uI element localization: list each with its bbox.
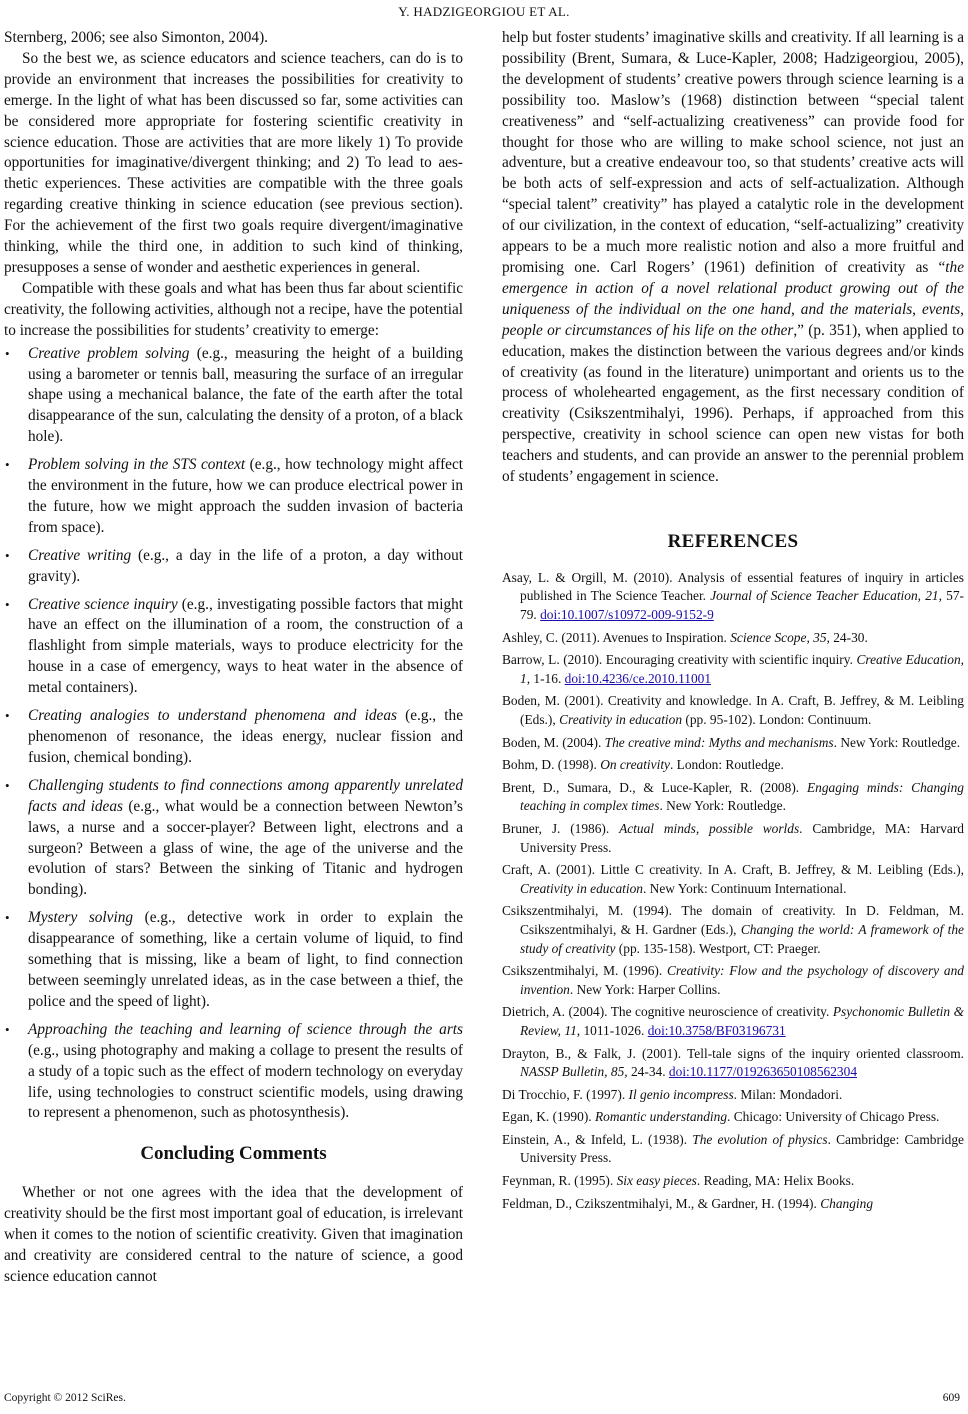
reference-item bbox=[502, 569, 964, 625]
reference-text: Boden, M. (2004). bbox=[502, 734, 605, 750]
reference-source: Creativity in education bbox=[520, 880, 643, 896]
reference-item bbox=[502, 820, 964, 857]
activity-title: Approaching the teaching and learning of science through the arts bbox=[28, 1020, 463, 1038]
reference-source: The creative mind: Myths and mechanisms bbox=[604, 734, 834, 750]
activity-title: Problem solving in the STS context bbox=[28, 456, 246, 474]
reference-text: Drayton, B., & Falk, J. (2001). Tell-tale signs of the inquiry oriented classroom. bbox=[502, 1045, 964, 1061]
reference-item bbox=[502, 779, 964, 816]
reference-text: (pp. 95-102). London: Continuum. bbox=[682, 712, 872, 727]
doi-link[interactable]: doi:10.3758/BF03196731 bbox=[647, 1022, 786, 1038]
reference-source: Creative Education, 1, bbox=[520, 652, 964, 686]
section-title: Concluding Comments bbox=[140, 1143, 327, 1165]
left-column bbox=[4, 28, 463, 1288]
reference-source: Creativity in education bbox=[559, 712, 683, 727]
activity-text: (e.g., what would be a connection between Newton’s laws, a nurse and a soccer-player? Between light, electrons and a surgeon? Between a glass of wine, the age of the universe and the evolution of stars? Between the sinking of Titanic and hydrogen bonding). bbox=[28, 797, 463, 899]
list-item bbox=[4, 546, 463, 588]
reference-text: . Cambridge, MA: Harvard University Press. bbox=[520, 820, 964, 855]
reference-text: (pp. 135-158). Westport, CT: Praeger. bbox=[615, 940, 821, 956]
reference-source: NASSP Bulletin, 85, bbox=[520, 1064, 628, 1080]
list-item bbox=[4, 1020, 463, 1125]
reference-item bbox=[502, 692, 964, 729]
reference-item bbox=[502, 734, 964, 753]
activity-text: (e.g., a day in the life of a proton, a day without gravity). bbox=[28, 546, 463, 585]
activity-title: Challenging students to find connections among apparently unrelated facts and ideas bbox=[28, 776, 463, 815]
reference-list bbox=[502, 569, 964, 1213]
doi-link[interactable]: doi:10.4236/ce.2010.11001 bbox=[564, 670, 712, 686]
reference-text: Feldman, D., Czikszentmihalyi, M., & Gardner, H. (1994). bbox=[502, 1195, 821, 1211]
reference-source: On creativity bbox=[600, 757, 670, 773]
bullet-icon: • bbox=[5, 457, 10, 473]
bullet-icon: • bbox=[5, 1021, 10, 1037]
bullet-icon: • bbox=[5, 910, 10, 926]
reference-source: Actual minds, possible worlds bbox=[619, 820, 800, 836]
reference-item bbox=[502, 1045, 964, 1082]
reference-text: . Chicago: University of Chicago Press. bbox=[727, 1109, 940, 1125]
reference-source: Journal of Science Teacher Education, 21, bbox=[710, 588, 942, 604]
reference-source: Creativity: Flow and the psychology of discovery and invention bbox=[520, 963, 964, 997]
reference-item bbox=[502, 1086, 964, 1105]
reference-text: Egan, K. (1990). bbox=[502, 1109, 595, 1125]
paragraph: Whether or not one agrees with the idea that the development of creativity should be the first most important goal of education, is irrelevant when it comes to the notion of scientific creativity. Given that imagination and creativity are considered central to the nature of science, a good science education cannot bbox=[4, 1184, 463, 1285]
reference-text: . Reading, MA: Helix Books. bbox=[696, 1173, 855, 1189]
list-item bbox=[4, 776, 463, 901]
reference-item bbox=[502, 629, 964, 648]
activity-title: Mystery solving bbox=[28, 909, 134, 927]
reference-source: Science Scope, 35, bbox=[730, 629, 830, 645]
reference-item bbox=[502, 1131, 964, 1168]
list-item bbox=[4, 595, 463, 700]
paragraph: Sternberg, 2006; see also Simonton, 2004). bbox=[4, 29, 268, 46]
reference-item bbox=[502, 861, 964, 898]
reference-text: Csikszentmihalyi, M. (1994). The domain of creativity. In D. Feldman, M. Csikszentmihalyi, & H. Gardner (Eds.), bbox=[502, 903, 964, 937]
reference-item bbox=[502, 1195, 964, 1214]
reference-text: . New York: Continuum International. bbox=[642, 880, 847, 896]
reference-source: Psychonomic Bulletin & Review, 11, bbox=[520, 1004, 964, 1038]
reference-text: Di Trocchio, F. (1997). bbox=[502, 1086, 629, 1102]
reference-item bbox=[502, 1108, 964, 1127]
paragraph-text: ,” (p. 351), when applied to education, makes the distinction between the various degrees and/or kinds of creativity (as found in the literature) unimportant and orients us to the process of wholehearted engagement, as the first necessary condition of creativity (Csikszentmihalyi, 1996). Perhaps, if approached from this perspective, creativity in school science can open new vistas for both teachers and students, and can provide an answer to the perennial problem of students’ engagement in science. bbox=[502, 321, 964, 486]
reference-text: . New York: Routledge. bbox=[833, 734, 961, 750]
reference-text: . Milan: Mondadori. bbox=[733, 1086, 843, 1102]
activity-text: (e.g., the phenomenon of resonance, the ideas energy, nuclear fission and fusion, chemical bonding). bbox=[28, 707, 463, 766]
list-item bbox=[4, 908, 463, 1013]
copyright: Copyright © 2012 SciRes. bbox=[4, 1392, 126, 1404]
reference-text: Boden, M. (2001). Creativity and knowledge. In A. Craft, B. Jeffrey, & M. Leibling (Eds.), bbox=[502, 693, 964, 727]
reference-source: Changing bbox=[820, 1195, 874, 1211]
page-number: 609 bbox=[942, 1392, 960, 1404]
activity-text: (e.g., using photography and making a collage to present the results of a study of a topic such as the effect of modern technology on everyday life, using technologies to construct scientific models, using drawing to represent a phenomenon, such as photosynthesis). bbox=[28, 1041, 463, 1122]
activity-text: (e.g., detective work in order to explain the disappearance of something, like a certain volume of liquid, to find something that is missing, like a beam of light, to find connection between seemingly unrelated ideas, as in the case between a thief, the police and the speed of light). bbox=[28, 909, 463, 1010]
reference-item bbox=[502, 1003, 964, 1040]
reference-text: . New York: Harper Collins. bbox=[569, 981, 721, 997]
reference-text: . Cambridge: Cambridge University Press. bbox=[520, 1131, 964, 1166]
list-item bbox=[4, 344, 463, 449]
doi-link[interactable]: doi:10.1177/019263650108562304 bbox=[668, 1064, 858, 1080]
reference-text: . London: Routledge. bbox=[669, 757, 784, 773]
reference-text: 57-79. bbox=[520, 588, 964, 623]
activity-text: (e.g., investigating possible factors that might have an effect on the illumination of a room, the construction of a flashlight from simple materials, ways to produce electricity for the house in a case of emergency, ways to heat water in the absence of metal containers). bbox=[28, 595, 463, 697]
activity-title: Creating analogies to understand phenomena and ideas bbox=[28, 707, 397, 725]
reference-text: Brent, D., Sumara, D., & Luce-Kapler, R. (2008). bbox=[502, 779, 807, 795]
doi-link[interactable]: doi:10.1007/s10972-009-9152-9 bbox=[540, 607, 714, 623]
reference-item bbox=[502, 1172, 964, 1191]
reference-text: Csikszentmihalyi, M. (1996). bbox=[502, 963, 667, 979]
bullet-icon: • bbox=[5, 345, 10, 361]
bullet-icon: • bbox=[5, 547, 10, 563]
activity-title: Creative problem solving bbox=[28, 344, 190, 362]
reference-text: Feynman, R. (1995). bbox=[502, 1173, 617, 1189]
reference-source: The evolution of physics bbox=[692, 1131, 828, 1147]
reference-text: 1-16. bbox=[530, 670, 565, 686]
reference-source: Changing the world: A framework of the study of creativity bbox=[520, 921, 964, 956]
reference-text: Barrow, L. (2010). Encouraging creativity with scientific inquiry. bbox=[502, 652, 857, 668]
paragraph bbox=[502, 28, 964, 488]
rogers-quote: the emergence in action of a novel relational product growing out of the uniqueness of the individual on the one hand, and the materials, events, people or circumstances of his life on the other bbox=[502, 258, 964, 339]
paragraph-text: help but foster students’ imaginative skills and creativity. If all learning is a possibility (Brent, Sumara, & Luce-Kapler, 2008; Hadzigeorgiou, 2005), the development of students’ creative powers through science learning is a possibility too. Maslow’s (1968) distinction between “special talent creativeness” and “self-actualizing creativeness” can provide food for thought for those who are willing to make school science, not just an adventure, but a creative endeavour too, so that students’ creative acts will be both acts of self-expression and acts of self-actualization. Although “special talent” creativity” has played a catalytic role in the development of our civilization, in the context of education, “self-actualizing” creativity appears to be a much more realistic notion and also a more fruitful and promising one. Carl Rogers’ (1961) definition of creativity as “ bbox=[502, 29, 964, 276]
bullet-icon: • bbox=[5, 708, 10, 724]
reference-text: Einstein, A., & Infeld, L. (1938). bbox=[502, 1131, 693, 1147]
activity-title: Creative science inquiry bbox=[28, 595, 178, 613]
reference-text: Bohm, D. (1998). bbox=[502, 757, 601, 773]
reference-source: Six easy pieces bbox=[616, 1173, 697, 1189]
reference-source: Romantic understanding bbox=[594, 1109, 728, 1125]
reference-text: Bruner, J. (1986). bbox=[502, 820, 620, 836]
bullet-icon: • bbox=[5, 777, 10, 793]
right-column bbox=[502, 28, 964, 1217]
paragraph: So the best we, as science educators and science teachers, can do is to provide an environment that increases the possibilities for creativity to emerge. In the light of what has been discussed so far, some activities can be considered more appropriate for fostering scientific creativity in science education. Those are activities that are more likely 1) To provide opportunities for imaginative/divergent thinking; and 2) To lead to aesthetic experiences. These activities are compatible with the three goals regarding creative thinking in science education (see previous section). For the achievement of the first two goals require divergent/imaginative thinking, while the third one, in addition to such kind of thinking, presupposes a sense of wonder and aesthetic experiences in general. bbox=[4, 49, 463, 276]
reference-item bbox=[502, 962, 964, 999]
reference-text: Craft, A. (2001). Little C creativity. In A. Craft, B. Jeffrey, & M. Leibling (Eds.), bbox=[502, 862, 964, 878]
activity-text: (e.g., how technology might affect the environment in the future, how we can produce electrical power in the future, how we might approach the sudden invasion of bacteria from space). bbox=[28, 456, 463, 536]
list-item bbox=[4, 455, 463, 539]
reference-item bbox=[502, 756, 964, 775]
running-head: Y. HADZIGEORGIOU ET AL. bbox=[398, 4, 570, 19]
reference-text: Asay, L. & Orgill, M. (2010). Analysis of essential features of inquiry in articles published in The Science Teacher. bbox=[502, 569, 964, 604]
paragraph: Compatible with these goals and what has been thus far about scientific creativity, the following activities, although not a recipe, have the potential to increase the possibilities for students’ creativity to emerge: bbox=[4, 279, 463, 339]
list-item bbox=[4, 706, 463, 769]
reference-text: 24-30. bbox=[829, 629, 868, 645]
reference-source: Il genio incompress bbox=[628, 1086, 734, 1102]
reference-text: 1011-1026. bbox=[580, 1022, 648, 1038]
reference-text: Dietrich, A. (2004). The cognitive neuroscience of creativity. bbox=[502, 1004, 833, 1020]
activity-text: (e.g., measuring the height of a building using a barometer or tennis ball, measuring the surface of an irregular shape using a mechanical balance, the fate of the earth after the total disappearance of the sun, calculating the density of a proton, of a black hole). bbox=[28, 344, 463, 446]
reference-item bbox=[502, 902, 964, 958]
activity-title: Creative writing bbox=[28, 546, 132, 564]
reference-source: Engaging minds: Changing teaching in complex times bbox=[520, 779, 964, 814]
reference-item bbox=[502, 651, 964, 688]
activity-list bbox=[4, 344, 463, 1125]
references-title: REFERENCES bbox=[667, 530, 799, 552]
bullet-icon: • bbox=[5, 596, 10, 612]
reference-text: Ashley, C. (2011). Avenues to Inspiration. bbox=[502, 629, 731, 645]
reference-text: . New York: Routledge. bbox=[659, 798, 786, 814]
reference-text: 24-34. bbox=[627, 1064, 669, 1080]
